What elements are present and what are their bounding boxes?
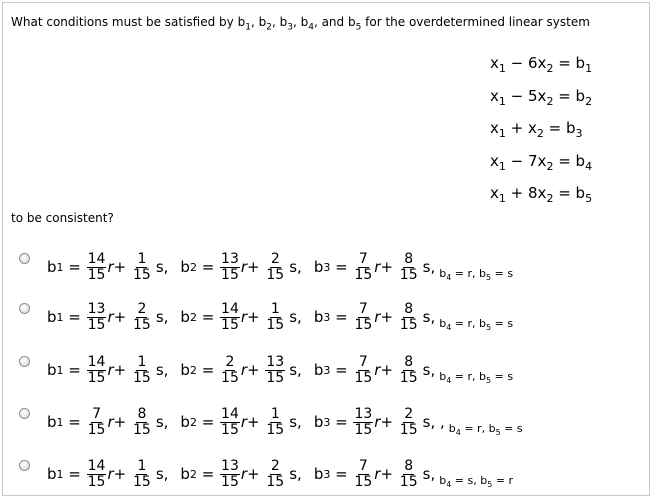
fraction: $\frac{13}{15}$ bbox=[87, 300, 106, 333]
fraction: $\frac{8}{15}$ bbox=[399, 353, 418, 386]
option-expression bbox=[47, 353, 513, 387]
fraction: $\frac{8}{15}$ bbox=[132, 405, 151, 438]
fraction: $\frac{1}{15}$ bbox=[266, 405, 285, 438]
fraction: $\frac{7}{15}$ bbox=[87, 405, 106, 438]
system-equation: $x_1 - 6x_2 = b_1$ bbox=[490, 54, 593, 75]
option-term-b3: b 3 = $\frac{7}{15}$ r + $\frac{8}{15}$ s, bbox=[313, 353, 436, 386]
fraction: $\frac{1}{15}$ bbox=[132, 250, 151, 283]
question-var: $b_1$, bbox=[237, 15, 259, 33]
answer-option[interactable] bbox=[15, 300, 615, 334]
option-term-b3: b 3 = $\frac{13}{15}$ r + $\frac{2}{15}$ s, , bbox=[313, 405, 445, 438]
option-tail: $b_4 = s$, $b_5 = r$ bbox=[439, 473, 514, 489]
answer-option[interactable] bbox=[15, 405, 615, 439]
option-tail: $b_4 = r$, $b_5 = s$ bbox=[439, 316, 514, 332]
fraction: $\frac{8}{15}$ bbox=[399, 250, 418, 283]
option-term-b2: b 2 = $\frac{14}{15}$ r + $\frac{1}{15}$ s, bbox=[180, 405, 302, 438]
fraction: $\frac{1}{15}$ bbox=[132, 457, 151, 490]
fraction: $\frac{8}{15}$ bbox=[399, 300, 418, 333]
radio-button[interactable] bbox=[19, 408, 30, 419]
option-expression bbox=[47, 300, 513, 334]
fraction: $\frac{13}{15}$ bbox=[221, 457, 239, 490]
option-term-b3: b 3 = $\frac{7}{15}$ r + $\frac{8}{15}$ s, bbox=[313, 250, 436, 283]
question-text bbox=[11, 15, 590, 32]
option-term-b2: b 2 = $\frac{13}{15}$ r + $\frac{2}{15}$ s, bbox=[180, 457, 302, 490]
radio-button[interactable] bbox=[19, 356, 30, 367]
question-var: $b_2$, bbox=[258, 15, 280, 33]
fraction: $\frac{1}{15}$ bbox=[266, 300, 285, 333]
question-var: $b_4$, and bbox=[300, 15, 348, 33]
option-term-b1: b 1 = $\frac{13}{15}$ r + $\frac{2}{15}$ s, bbox=[47, 300, 169, 333]
option-expression bbox=[47, 250, 513, 284]
answer-option[interactable] bbox=[15, 457, 615, 491]
fraction: $\frac{13}{15}$ bbox=[266, 353, 285, 386]
option-tail: $b_4 = r$, $b_5 = s$ bbox=[448, 421, 523, 437]
fraction: $\frac{7}{15}$ bbox=[354, 250, 373, 283]
option-term-b1: b 1 = $\frac{14}{15}$ r + $\frac{1}{15}$ s, bbox=[47, 250, 169, 283]
question-suffix: for the overdetermined linear system bbox=[361, 15, 590, 29]
option-term-b2: b 2 = $\frac{14}{15}$ r + $\frac{1}{15}$ s, bbox=[180, 300, 302, 333]
fraction: $\frac{2}{15}$ bbox=[266, 457, 285, 490]
option-term-b2: b 2 = $\frac{13}{15}$ r + $\frac{2}{15}$ s, bbox=[180, 250, 302, 283]
fraction: $\frac{7}{15}$ bbox=[354, 300, 373, 333]
option-term-b2: b 2 = $\frac{2}{15}$ r + $\frac{13}{15}$ s, bbox=[180, 353, 302, 386]
option-expression bbox=[47, 457, 513, 491]
fraction: $\frac{13}{15}$ bbox=[354, 405, 373, 438]
question-var: $b_5$ bbox=[347, 15, 362, 33]
fraction: $\frac{13}{15}$ bbox=[221, 250, 239, 283]
answer-option[interactable] bbox=[15, 353, 615, 387]
question-var: $b_3$, bbox=[279, 15, 301, 33]
fraction: $\frac{14}{15}$ bbox=[221, 300, 239, 333]
fraction: $\frac{2}{15}$ bbox=[399, 405, 418, 438]
fraction: $\frac{14}{15}$ bbox=[87, 250, 106, 283]
consistent-label: to be consistent? bbox=[11, 211, 114, 225]
radio-button[interactable] bbox=[19, 303, 30, 314]
fraction: $\frac{1}{15}$ bbox=[132, 353, 151, 386]
fraction: $\frac{8}{15}$ bbox=[399, 457, 418, 490]
system-equation: $x_1 + 8x_2 = b_5$ bbox=[490, 184, 593, 205]
fraction: $\frac{2}{15}$ bbox=[266, 250, 285, 283]
fraction: $\frac{7}{15}$ bbox=[354, 353, 373, 386]
system-equation: $x_1 - 7x_2 = b_4$ bbox=[490, 151, 593, 173]
option-term-b1: b 1 = $\frac{7}{15}$ r + $\frac{8}{15}$ s, bbox=[47, 405, 169, 438]
option-expression bbox=[47, 405, 523, 439]
fraction: $\frac{2}{15}$ bbox=[221, 353, 239, 386]
option-term-b3: b 3 = $\frac{7}{15}$ r + $\frac{8}{15}$ s, bbox=[313, 300, 436, 333]
fraction: $\frac{7}{15}$ bbox=[354, 457, 373, 490]
system-equation: $x_1 + x_2 = b_3$ bbox=[490, 119, 583, 140]
option-tail: $b_4 = r$, $b_5 = s$ bbox=[439, 266, 514, 282]
radio-button[interactable] bbox=[19, 460, 30, 471]
option-term-b3: b 3 = $\frac{7}{15}$ r + $\frac{8}{15}$ s, bbox=[313, 457, 436, 490]
question-prefix: What conditions must be satisfied by bbox=[11, 15, 238, 29]
option-term-b1: b 1 = $\frac{14}{15}$ r + $\frac{1}{15}$ s, bbox=[47, 353, 169, 386]
radio-button[interactable] bbox=[19, 253, 30, 264]
fraction: $\frac{2}{15}$ bbox=[132, 300, 151, 333]
linear-system bbox=[490, 50, 592, 213]
option-tail: $b_4 = r$, $b_5 = s$ bbox=[439, 369, 514, 385]
option-term-b1: b 1 = $\frac{14}{15}$ r + $\frac{1}{15}$ s, bbox=[47, 457, 169, 490]
fraction: $\frac{14}{15}$ bbox=[87, 353, 106, 386]
fraction: $\frac{14}{15}$ bbox=[87, 457, 106, 490]
fraction: $\frac{14}{15}$ bbox=[221, 405, 239, 438]
system-equation: $x_1 - 5x_2 = b_2$ bbox=[490, 86, 593, 108]
answer-option[interactable] bbox=[15, 250, 615, 284]
